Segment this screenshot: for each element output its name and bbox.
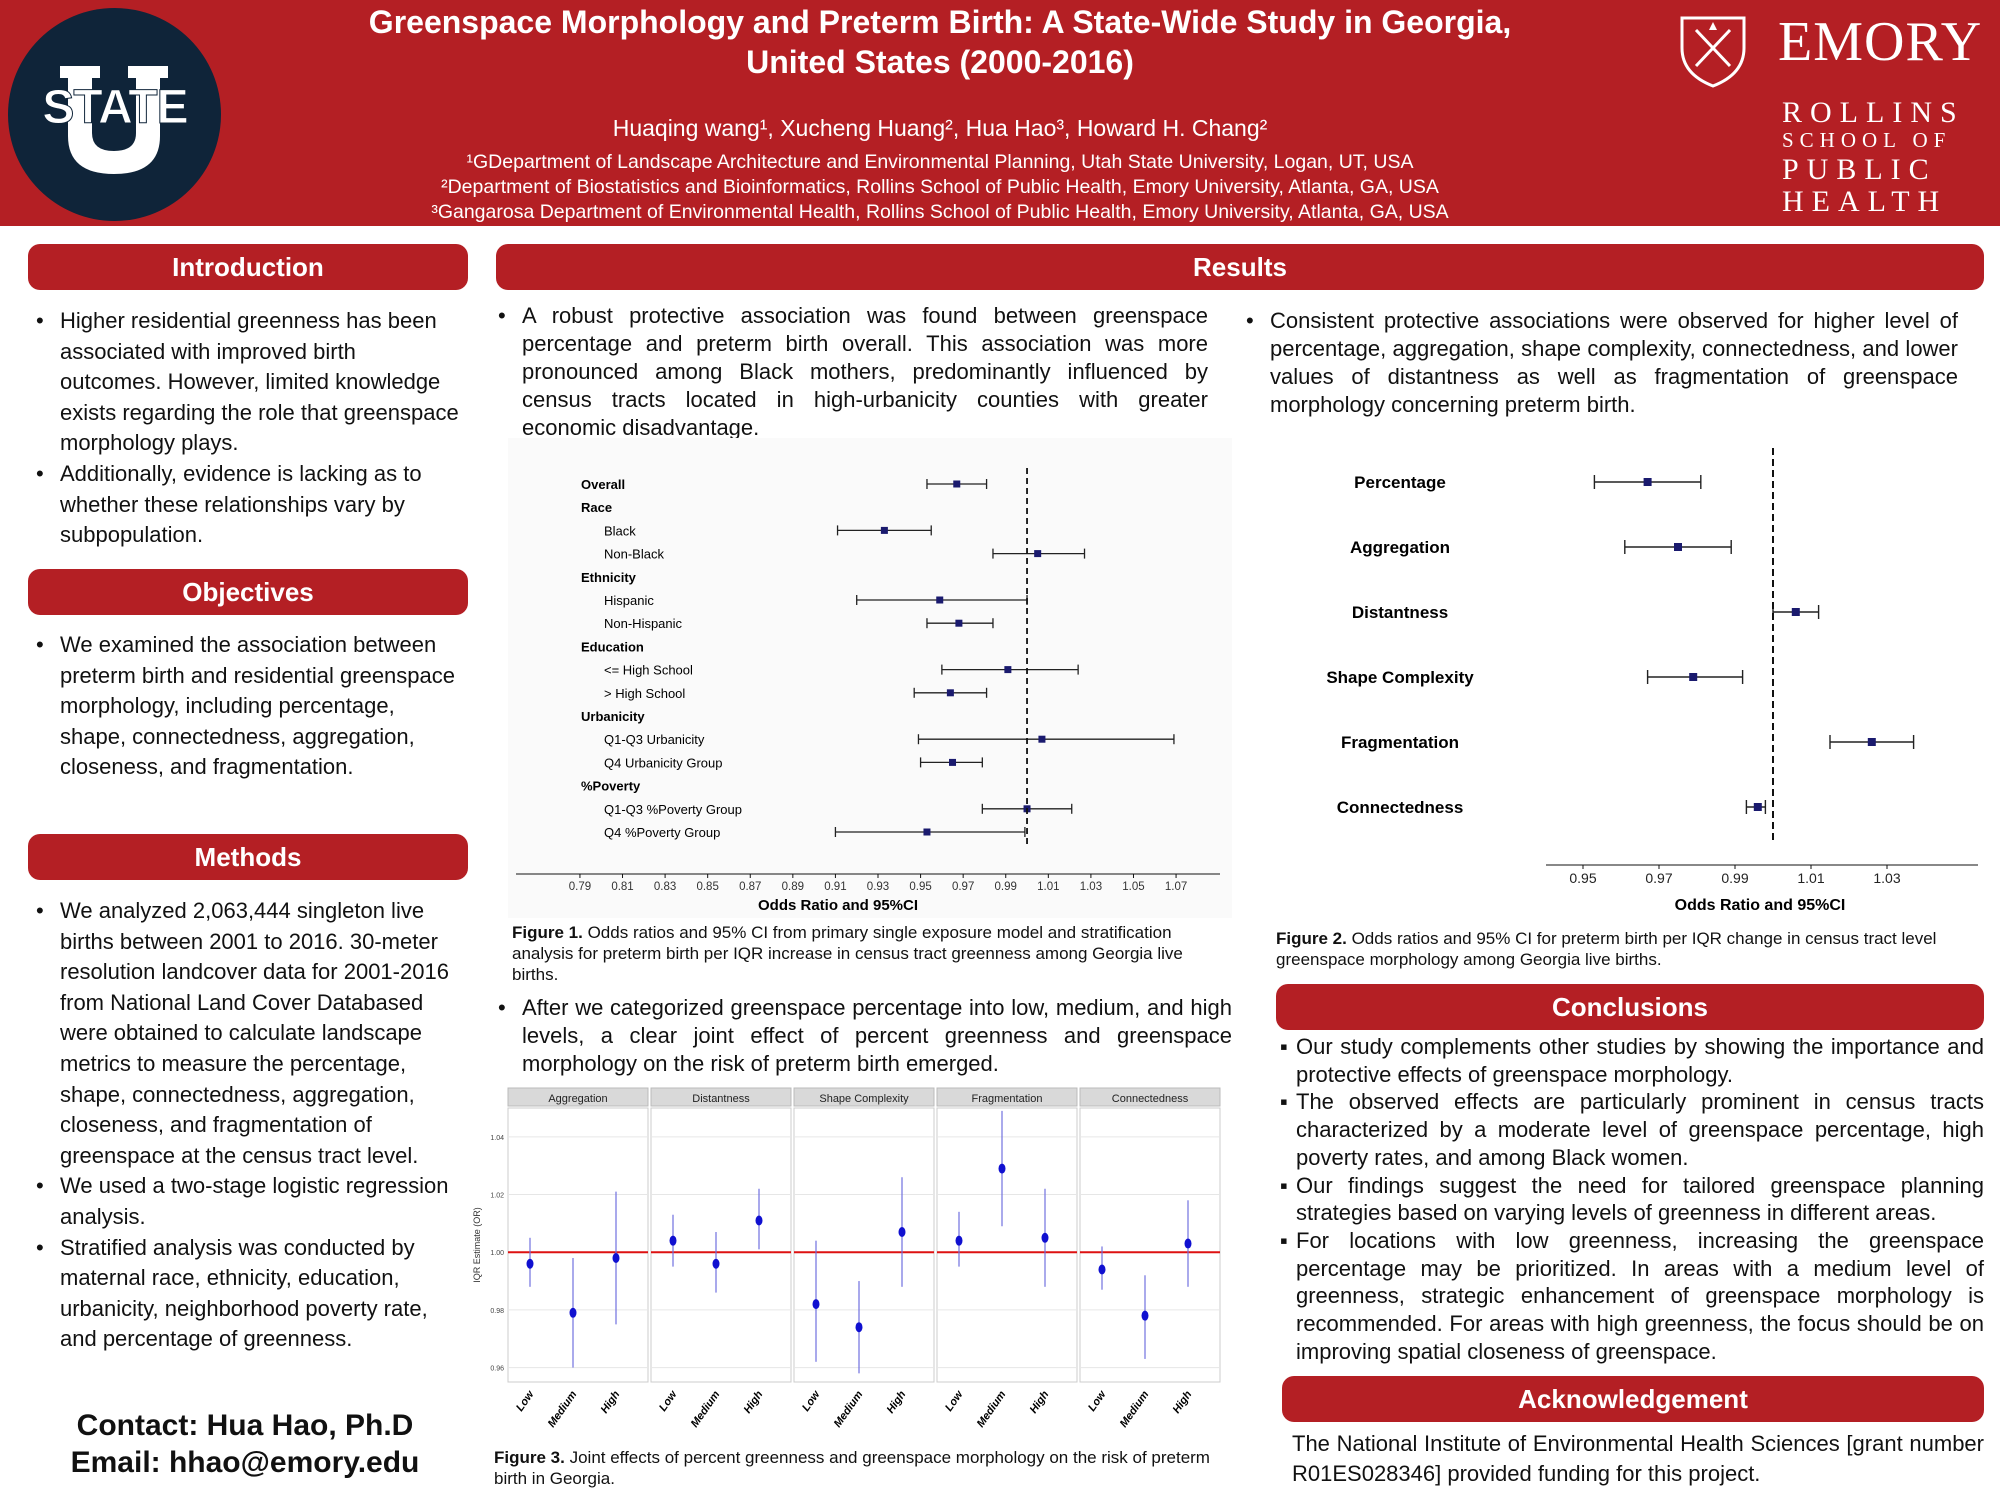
point-estimate xyxy=(813,1299,820,1309)
forest-row-label: Percentage xyxy=(1354,473,1446,492)
forest-row-label: Shape Complexity xyxy=(1326,668,1474,687)
x-axis-label: Odds Ratio and 95%CI xyxy=(757,897,919,914)
x-tick-label: 0.81 xyxy=(611,881,634,893)
x-tick-label: Medium xyxy=(1117,1388,1152,1430)
conclusions-bullet: ▪ The observed effects are particularly prominent in census tracts characterized by a moderate level of greenspace percentage, high poverty rates, and among Black women. xyxy=(1276,1088,1984,1171)
point-estimate xyxy=(923,829,930,836)
authors: Huaqing wang¹, Xucheng Huang², Hua Hao³, Howard H. Chang² xyxy=(612,115,1268,141)
contact-email: Email: hhao@emory.edu xyxy=(70,1446,420,1479)
affiliation-3: ³Gangarosa Department of Environmental Health, Rollins School of Public Health, Emory University, Atlanta, GA, USA xyxy=(431,201,1449,223)
x-tick-label: Medium xyxy=(688,1388,723,1430)
figure2-caption-text: Odds ratios and 95% CI for preterm birth per IQR change in census tract level greenspace morphology among Georgia live births. xyxy=(1276,929,1937,969)
point-estimate xyxy=(1142,1311,1149,1321)
methods-list xyxy=(30,896,460,1355)
facet-title: Fragmentation xyxy=(971,1093,1043,1105)
results-bullet-mid-list xyxy=(492,994,1232,1078)
point-estimate xyxy=(856,1322,863,1332)
forest-row-label: Hispanic xyxy=(604,593,654,608)
facet-panel xyxy=(1080,1108,1220,1382)
facet-title: Connectedness xyxy=(1111,1093,1189,1105)
conclusions-list xyxy=(1276,1033,1984,1365)
x-tick-label: Low xyxy=(943,1388,966,1414)
results-bullet-mid: • After we categorized greenspace percentage into low, medium, and high levels, a clear joint effect of percent greenness and greenspace morphology on the risk of preterm birth emerged. xyxy=(492,994,1232,1078)
x-tick-label: 0.91 xyxy=(824,881,847,893)
figure1-caption xyxy=(512,922,1232,985)
x-tick-label: 1.07 xyxy=(1164,881,1188,893)
x-tick-label: Medium xyxy=(545,1388,580,1430)
figure2-label: Figure 2. xyxy=(1276,929,1347,948)
x-tick-label: 1.03 xyxy=(1873,870,1901,886)
forest-row-label: Q1-Q3 %Poverty Group xyxy=(604,801,742,817)
forest-row-label: Connectedness xyxy=(1336,798,1464,817)
point-estimate xyxy=(899,1227,906,1237)
forest-row-label: Black xyxy=(604,523,636,539)
point-estimate xyxy=(613,1253,620,1263)
facet-title: Distantness xyxy=(692,1093,750,1105)
figure3-caption-text: Joint effects of percent greenness and greenspace morphology on the risk of preterm birth in Georgia. xyxy=(494,1448,1210,1488)
figure3-label: Figure 3. xyxy=(494,1448,565,1467)
poster-title-line2: United States (2000-2016) xyxy=(746,44,1134,80)
x-tick-label: 0.95 xyxy=(909,881,932,893)
rollins-line-1: ROLLINS xyxy=(1782,96,1965,129)
y-tick-label: 1.04 xyxy=(490,1134,504,1142)
introduction-bullet: • Additionally, evidence is lacking as to whether these relationships vary by subpopulation. xyxy=(30,459,460,551)
affiliation-2: ²Department of Biostatistics and Bioinformatics, Rollins School of Public Health, Emory University, Atlanta, GA, USA xyxy=(441,176,1439,198)
forest-row-label: Q4 %Poverty Group xyxy=(604,825,721,840)
point-estimate xyxy=(756,1215,763,1225)
forest-row-label: Q4 Urbanicity Group xyxy=(604,755,723,771)
point-estimate xyxy=(1099,1265,1106,1275)
y-tick-label: 0.98 xyxy=(490,1307,504,1315)
figure2-caption xyxy=(1276,928,1976,970)
objectives-bullet: • We examined the association between preterm birth and residential greenspace morphology, including percentage, shape, connectedness, aggregation, closeness, and fragmentation. xyxy=(30,630,460,783)
results-heading: Results xyxy=(496,244,1984,290)
results-bullet-left-list xyxy=(492,302,1208,442)
forest-row-label: Race xyxy=(581,500,613,516)
point-estimate xyxy=(956,1236,963,1246)
figure1-label: Figure 1. xyxy=(512,923,583,942)
point-estimate xyxy=(881,527,888,534)
emory-wordmark: EMORY xyxy=(1778,11,1983,73)
x-tick-label: 1.01 xyxy=(1797,870,1825,886)
x-tick-label: Low xyxy=(1086,1388,1109,1414)
facet-title: Shape Complexity xyxy=(819,1093,909,1105)
figure1-caption-text: Odds ratios and 95% CI from primary single exposure model and stratification analysis for preterm birth per IQR increase in census tract greenness among Georgia live births. xyxy=(512,923,1183,984)
forest-row-label: > High School xyxy=(604,685,686,701)
x-tick-label: Low xyxy=(800,1388,823,1414)
x-tick-label: 0.93 xyxy=(866,881,890,893)
point-estimate xyxy=(570,1308,577,1318)
objectives-list xyxy=(30,630,460,783)
point-estimate xyxy=(527,1259,534,1269)
point-estimate xyxy=(1754,803,1762,811)
point-estimate xyxy=(1004,666,1011,673)
x-tick-label: High xyxy=(1027,1388,1052,1416)
forest-row-label: Overall xyxy=(581,477,626,492)
conclusions-bullet: ▪ Our findings suggest the need for tailored greenspace planning strategies based on varying levels of greenness in different areas. xyxy=(1276,1172,1984,1227)
x-tick-label: 0.85 xyxy=(696,881,719,893)
y-tick-label: 1.00 xyxy=(490,1250,504,1258)
methods-bullet: • We used a two-stage logistic regression analysis. xyxy=(30,1171,460,1232)
x-tick-label: 1.01 xyxy=(1037,881,1060,893)
forest-row-label: Q1-Q3 Urbanicity xyxy=(604,732,705,748)
facet-panel xyxy=(794,1108,934,1382)
acknowledgement-heading: Acknowledgement xyxy=(1282,1376,1984,1422)
rollins-line-2: SCHOOL OF xyxy=(1782,128,1952,152)
introduction-list xyxy=(30,306,460,551)
point-estimate xyxy=(953,481,960,488)
x-tick-label: High xyxy=(884,1388,909,1416)
x-tick-label: 0.97 xyxy=(951,881,975,893)
methods-heading: Methods xyxy=(28,834,468,880)
forest-row-label: %Poverty xyxy=(581,778,641,794)
objectives-heading: Objectives xyxy=(28,569,468,615)
poster-header xyxy=(0,0,2000,226)
point-estimate xyxy=(1792,608,1800,616)
x-tick-label: Low xyxy=(657,1388,680,1414)
figure1-forest-plot xyxy=(508,438,1232,918)
conclusions-bullet: ▪ For locations with low greenness, increasing the greenspace percentage may be prioritized. In areas with a medium level of greenness, strategic enhancement of greenspace morphology is recommended. For areas with high greenness, the focus should be on improving spatial closeness of greenspace. xyxy=(1276,1227,1984,1366)
results-bullet-right: • Consistent protective associations were observed for higher level of percentage, aggregation, shape complexity, connectedness, and lower values of distantness as well as fragmentation of greenspace morphology concerning preterm birth. xyxy=(1240,307,1958,419)
point-estimate xyxy=(936,597,943,604)
conclusions-heading: Conclusions xyxy=(1276,984,1984,1030)
x-tick-label: High xyxy=(598,1388,623,1416)
forest-row-label: Non-Black xyxy=(604,546,664,562)
x-tick-label: 0.87 xyxy=(739,881,762,893)
emory-shield-icon xyxy=(1678,14,1748,90)
results-bullet-left: • A robust protective association was found between greenspace percentage and preterm birth overall. This association was more pronounced among Black mothers, predominantly influenced by census tracts located in high-urbanicity counties with greater economic disadvantage. xyxy=(492,302,1208,442)
y-tick-label: 1.02 xyxy=(490,1192,504,1200)
figure3-caption xyxy=(494,1447,1234,1489)
forest-row-label: <= High School xyxy=(604,662,693,678)
point-estimate xyxy=(1674,543,1682,551)
point-estimate xyxy=(955,620,962,627)
x-tick-label: 0.97 xyxy=(1645,870,1673,886)
forest-row-label: Education xyxy=(581,639,644,655)
x-tick-label: 0.83 xyxy=(653,881,677,893)
rollins-line-3: PUBLIC xyxy=(1782,153,1937,186)
point-estimate xyxy=(1868,738,1876,746)
poster-title-line1: Greenspace Morphology and Preterm Birth: A State-Wide Study in Georgia, xyxy=(368,4,1512,40)
y-tick-label: 0.96 xyxy=(490,1365,504,1373)
point-estimate xyxy=(1042,1233,1049,1243)
point-estimate xyxy=(947,689,954,696)
point-estimate xyxy=(949,759,956,766)
methods-bullet: • Stratified analysis was conducted by maternal race, ethnicity, education, urbanicity, neighborhood poverty rate, and percentage of greenness. xyxy=(30,1233,460,1355)
forest-row-label: Ethnicity xyxy=(581,569,636,585)
forest-row-label: Non-Hispanic xyxy=(604,616,683,632)
x-tick-label: 0.95 xyxy=(1569,870,1597,886)
forest-row-label: Urbanicity xyxy=(581,709,645,724)
introduction-heading: Introduction xyxy=(28,244,468,290)
facet-title: Aggregation xyxy=(548,1093,608,1105)
x-tick-label: Low xyxy=(514,1388,537,1414)
facet-panel xyxy=(508,1108,648,1382)
figure2-forest-plot xyxy=(1270,440,1984,920)
x-tick-label: 0.79 xyxy=(568,881,592,893)
point-estimate xyxy=(999,1164,1006,1174)
acknowledgement-text: The National Institute of Environmental Health Sciences [grant number R01ES028346] provided funding for this project. xyxy=(1292,1431,1984,1486)
conclusions-bullet: ▪ Our study complements other studies by showing the importance and protective effects of greenspace morphology. xyxy=(1276,1033,1984,1088)
x-tick-label: Medium xyxy=(831,1388,866,1430)
introduction-bullet: • Higher residential greenness has been associated with improved birth outcomes. However, limited knowledge exists regarding the role that greenspace morphology plays. xyxy=(30,306,460,459)
point-estimate xyxy=(670,1236,677,1246)
y-axis-label: IQR Estimate (OR) xyxy=(472,1207,482,1283)
point-estimate xyxy=(1034,550,1041,557)
x-axis-label: Odds Ratio and 95%CI xyxy=(1674,897,1846,914)
x-tick-label: 0.99 xyxy=(994,881,1017,893)
point-estimate xyxy=(1689,673,1697,681)
x-tick-label: 1.05 xyxy=(1122,881,1145,893)
x-tick-label: High xyxy=(741,1388,766,1416)
x-tick-label: 0.99 xyxy=(1721,870,1749,886)
point-estimate xyxy=(713,1259,720,1269)
affiliation-1: ¹GDepartment of Landscape Architecture and Environmental Planning, Utah State University, Logan, UT, USA xyxy=(466,151,1414,173)
usu-logo-text: STATE xyxy=(42,81,188,134)
results-bullet-right-list xyxy=(1240,307,1958,419)
forest-row-label: Fragmentation xyxy=(1340,733,1460,752)
forest-row-label: Aggregation xyxy=(1349,538,1451,557)
x-tick-label: 0.89 xyxy=(781,881,805,893)
usu-logo xyxy=(8,8,221,221)
x-tick-label: 1.03 xyxy=(1079,881,1103,893)
point-estimate xyxy=(1185,1239,1192,1249)
contact-name: Contact: Hua Hao, Ph.D xyxy=(76,1409,414,1442)
rollins-line-4: HEALTH xyxy=(1782,185,1948,218)
x-tick-label: High xyxy=(1170,1388,1195,1416)
x-tick-label: Medium xyxy=(974,1388,1009,1430)
figure3-faceted-plot xyxy=(470,1086,1224,1446)
methods-bullet: • We analyzed 2,063,444 singleton live births between 2001 to 2016. 30-meter resolution landcover data for 2001-2016 from National Land Cover Databased were obtained to calculate landscape metrics to measure the percentage, shape, connectedness, aggregation, closeness, and fragmentation of greenspace at the census tract level. xyxy=(30,896,460,1171)
point-estimate xyxy=(1038,736,1045,743)
forest-row-label: Distantness xyxy=(1351,603,1449,622)
point-estimate xyxy=(1644,478,1652,486)
